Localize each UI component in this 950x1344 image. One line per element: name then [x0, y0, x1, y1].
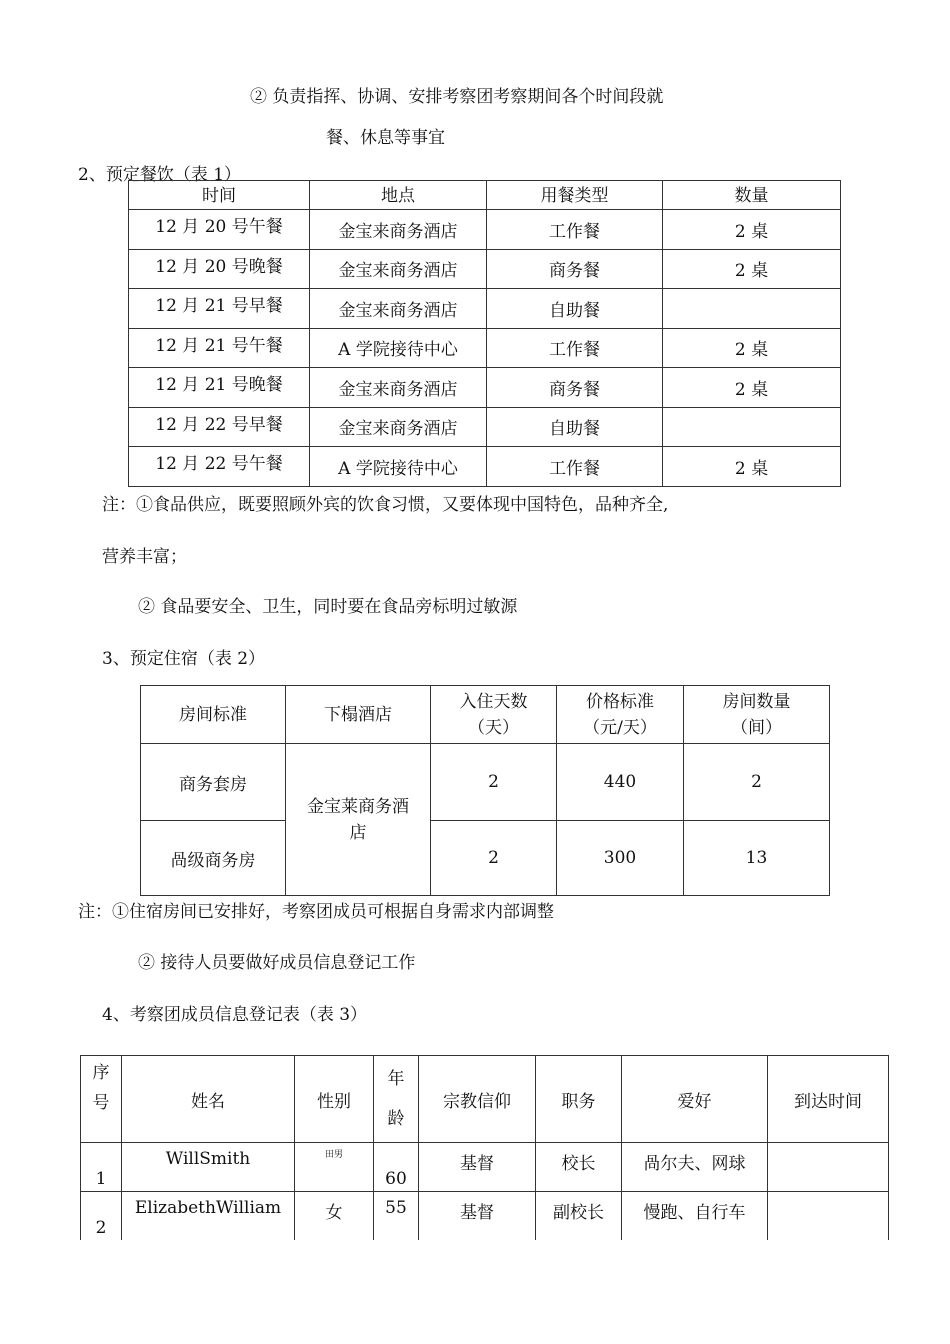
cell-seq: 1: [81, 1143, 122, 1192]
cell-hobby: 慢跑、自行车: [622, 1192, 768, 1241]
section-4-title: 4、考察团成员信息登记表（表 3）: [102, 1005, 368, 1025]
header-arrival: 到达时间: [768, 1056, 889, 1143]
table-header-row: [129, 181, 841, 210]
cell-room-count: 13: [684, 821, 830, 896]
header-price-line-2: （元/天）: [583, 717, 657, 738]
header-count-line-1: 房间数量: [722, 691, 791, 712]
meal-booking-table: [128, 180, 841, 487]
header-location: 地点: [310, 181, 487, 210]
cell-age: 60: [374, 1143, 419, 1192]
cell-price: 300: [557, 821, 684, 896]
note-2-line-1: 注：①住宿房间已安排好，考察团成员可根据自身需求内部调整: [78, 902, 554, 922]
header-room-type: 房间标准: [141, 686, 286, 744]
header-meal-type: 用餐类型: [487, 181, 663, 210]
table-row: [129, 447, 841, 487]
cell-age: 55: [374, 1192, 419, 1241]
cell-location: 金宝来商务酒店: [310, 289, 487, 329]
cell-name: WillSmith: [122, 1143, 295, 1192]
section-3-title: 3、预定住宿（表 2）: [102, 649, 266, 669]
table-row: [81, 1143, 889, 1192]
header-quantity: 数量: [663, 181, 841, 210]
cell-quantity: [663, 289, 841, 329]
cell-days: 2: [431, 821, 557, 896]
table-row: [129, 210, 841, 250]
cell-gender-text: 田男: [324, 1150, 343, 1160]
cell-time: 12 月 21 号晚餐: [129, 368, 310, 408]
table-row: [81, 1192, 889, 1241]
section-2-title: 2、预定餐饮（表 1）: [78, 165, 242, 185]
note-1-line-3: ② 食品要安全、卫生，同时要在食品旁标明过敏源: [138, 597, 518, 617]
header-days-line-1: 入住天数: [459, 691, 528, 712]
header-price: [557, 686, 684, 744]
cell-hotel-line-2: 店: [349, 822, 367, 843]
header-time: 时间: [129, 181, 310, 210]
header-count-line-2: （间）: [731, 717, 782, 738]
cell-time: 12 月 20 号午餐: [129, 210, 310, 250]
lodging-table: [140, 685, 830, 896]
table-row: [129, 249, 841, 289]
table-row: [141, 821, 830, 896]
cell-location: 金宝来商务酒店: [310, 249, 487, 289]
header-seq-line-1: 序: [92, 1063, 110, 1083]
table-row: [129, 328, 841, 368]
cell-hobby: 咼尔夫、网球: [622, 1143, 768, 1192]
cell-position: 副校长: [536, 1192, 622, 1241]
member-registration-table: [80, 1055, 889, 1240]
cell-gender: [295, 1143, 374, 1192]
cell-time: 12 月 21 号早餐: [129, 289, 310, 329]
cell-meal-type: 自助餐: [487, 407, 663, 447]
header-hotel: 下榻酒店: [286, 686, 431, 744]
header-position: 职务: [536, 1056, 622, 1143]
note-1-line-1: 注：①食品供应，既要照顾外宾的饮食习惯，又要体现中国特色，品种齐全,: [102, 495, 669, 515]
cell-name: ElizabethWilliam: [122, 1192, 295, 1241]
header-days: [431, 686, 557, 744]
header-days-line-2: （天）: [468, 717, 519, 738]
cell-meal-type: 商务餐: [487, 368, 663, 408]
note-2-line-2: ② 接待人员要做好成员信息登记工作: [138, 953, 416, 973]
cell-meal-type: 工作餐: [487, 447, 663, 487]
cell-time: 12 月 21 号午餐: [129, 328, 310, 368]
cell-location: 金宝来商务酒店: [310, 407, 487, 447]
cell-location: A 学院接待中心: [310, 447, 487, 487]
cell-days: 2: [431, 744, 557, 821]
header-age-line-2: 龄: [387, 1109, 405, 1129]
cell-location: 金宝来商务酒店: [310, 368, 487, 408]
cell-arrival: [768, 1143, 889, 1192]
table-row: [129, 368, 841, 408]
header-age: [374, 1056, 419, 1143]
intro-line-1: ② 负责指挥、协调、安排考察团考察期间各个时间段就: [250, 87, 664, 107]
header-age-line-1: 年: [387, 1069, 405, 1089]
cell-room-type: 咼级商务房: [141, 821, 286, 896]
table-header-row: [141, 686, 830, 744]
cell-meal-type: 商务餐: [487, 249, 663, 289]
header-gender: 性别: [295, 1056, 374, 1143]
cell-gender: 女: [295, 1192, 374, 1241]
header-religion: 宗教信仰: [419, 1056, 536, 1143]
cell-room-count: 2: [684, 744, 830, 821]
header-seq-line-2: 号: [92, 1093, 110, 1113]
cell-quantity: 2 桌: [663, 328, 841, 368]
cell-religion: 基督: [419, 1143, 536, 1192]
table-row: [129, 289, 841, 329]
header-hobby: 爱好: [622, 1056, 768, 1143]
cell-quantity: 2 桌: [663, 368, 841, 408]
table-row: [129, 407, 841, 447]
intro-line-2: 餐、休息等事宜: [326, 128, 445, 148]
header-price-line-1: 价格标准: [586, 691, 654, 712]
table-row: [141, 744, 830, 821]
cell-location: 金宝来商务酒店: [310, 210, 487, 250]
table-header-row: [81, 1056, 889, 1143]
cell-quantity: 2 桌: [663, 249, 841, 289]
cell-price: 440: [557, 744, 684, 821]
cell-hotel-line-1: 金宝莱商务酒: [307, 796, 409, 817]
cell-seq: 2: [81, 1192, 122, 1241]
cell-position: 校长: [536, 1143, 622, 1192]
cell-time: 12 月 22 号午餐: [129, 447, 310, 487]
cell-religion: 基督: [419, 1192, 536, 1241]
cell-location: A 学院接待中心: [310, 328, 487, 368]
note-1-line-2: 营养丰富；: [102, 547, 187, 567]
cell-time: 12 月 20 号晚餐: [129, 249, 310, 289]
cell-quantity: 2 桌: [663, 447, 841, 487]
header-seq: [81, 1056, 122, 1143]
cell-time: 12 月 22 号早餐: [129, 407, 310, 447]
header-name: 姓名: [122, 1056, 295, 1143]
header-room-count: [684, 686, 830, 744]
cell-room-type: 商务套房: [141, 744, 286, 821]
cell-meal-type: 工作餐: [487, 328, 663, 368]
cell-quantity: [663, 407, 841, 447]
cell-quantity: 2 桌: [663, 210, 841, 250]
cell-meal-type: 自助餐: [487, 289, 663, 329]
cell-hotel: [286, 744, 431, 896]
cell-meal-type: 工作餐: [487, 210, 663, 250]
cell-arrival: [768, 1192, 889, 1241]
